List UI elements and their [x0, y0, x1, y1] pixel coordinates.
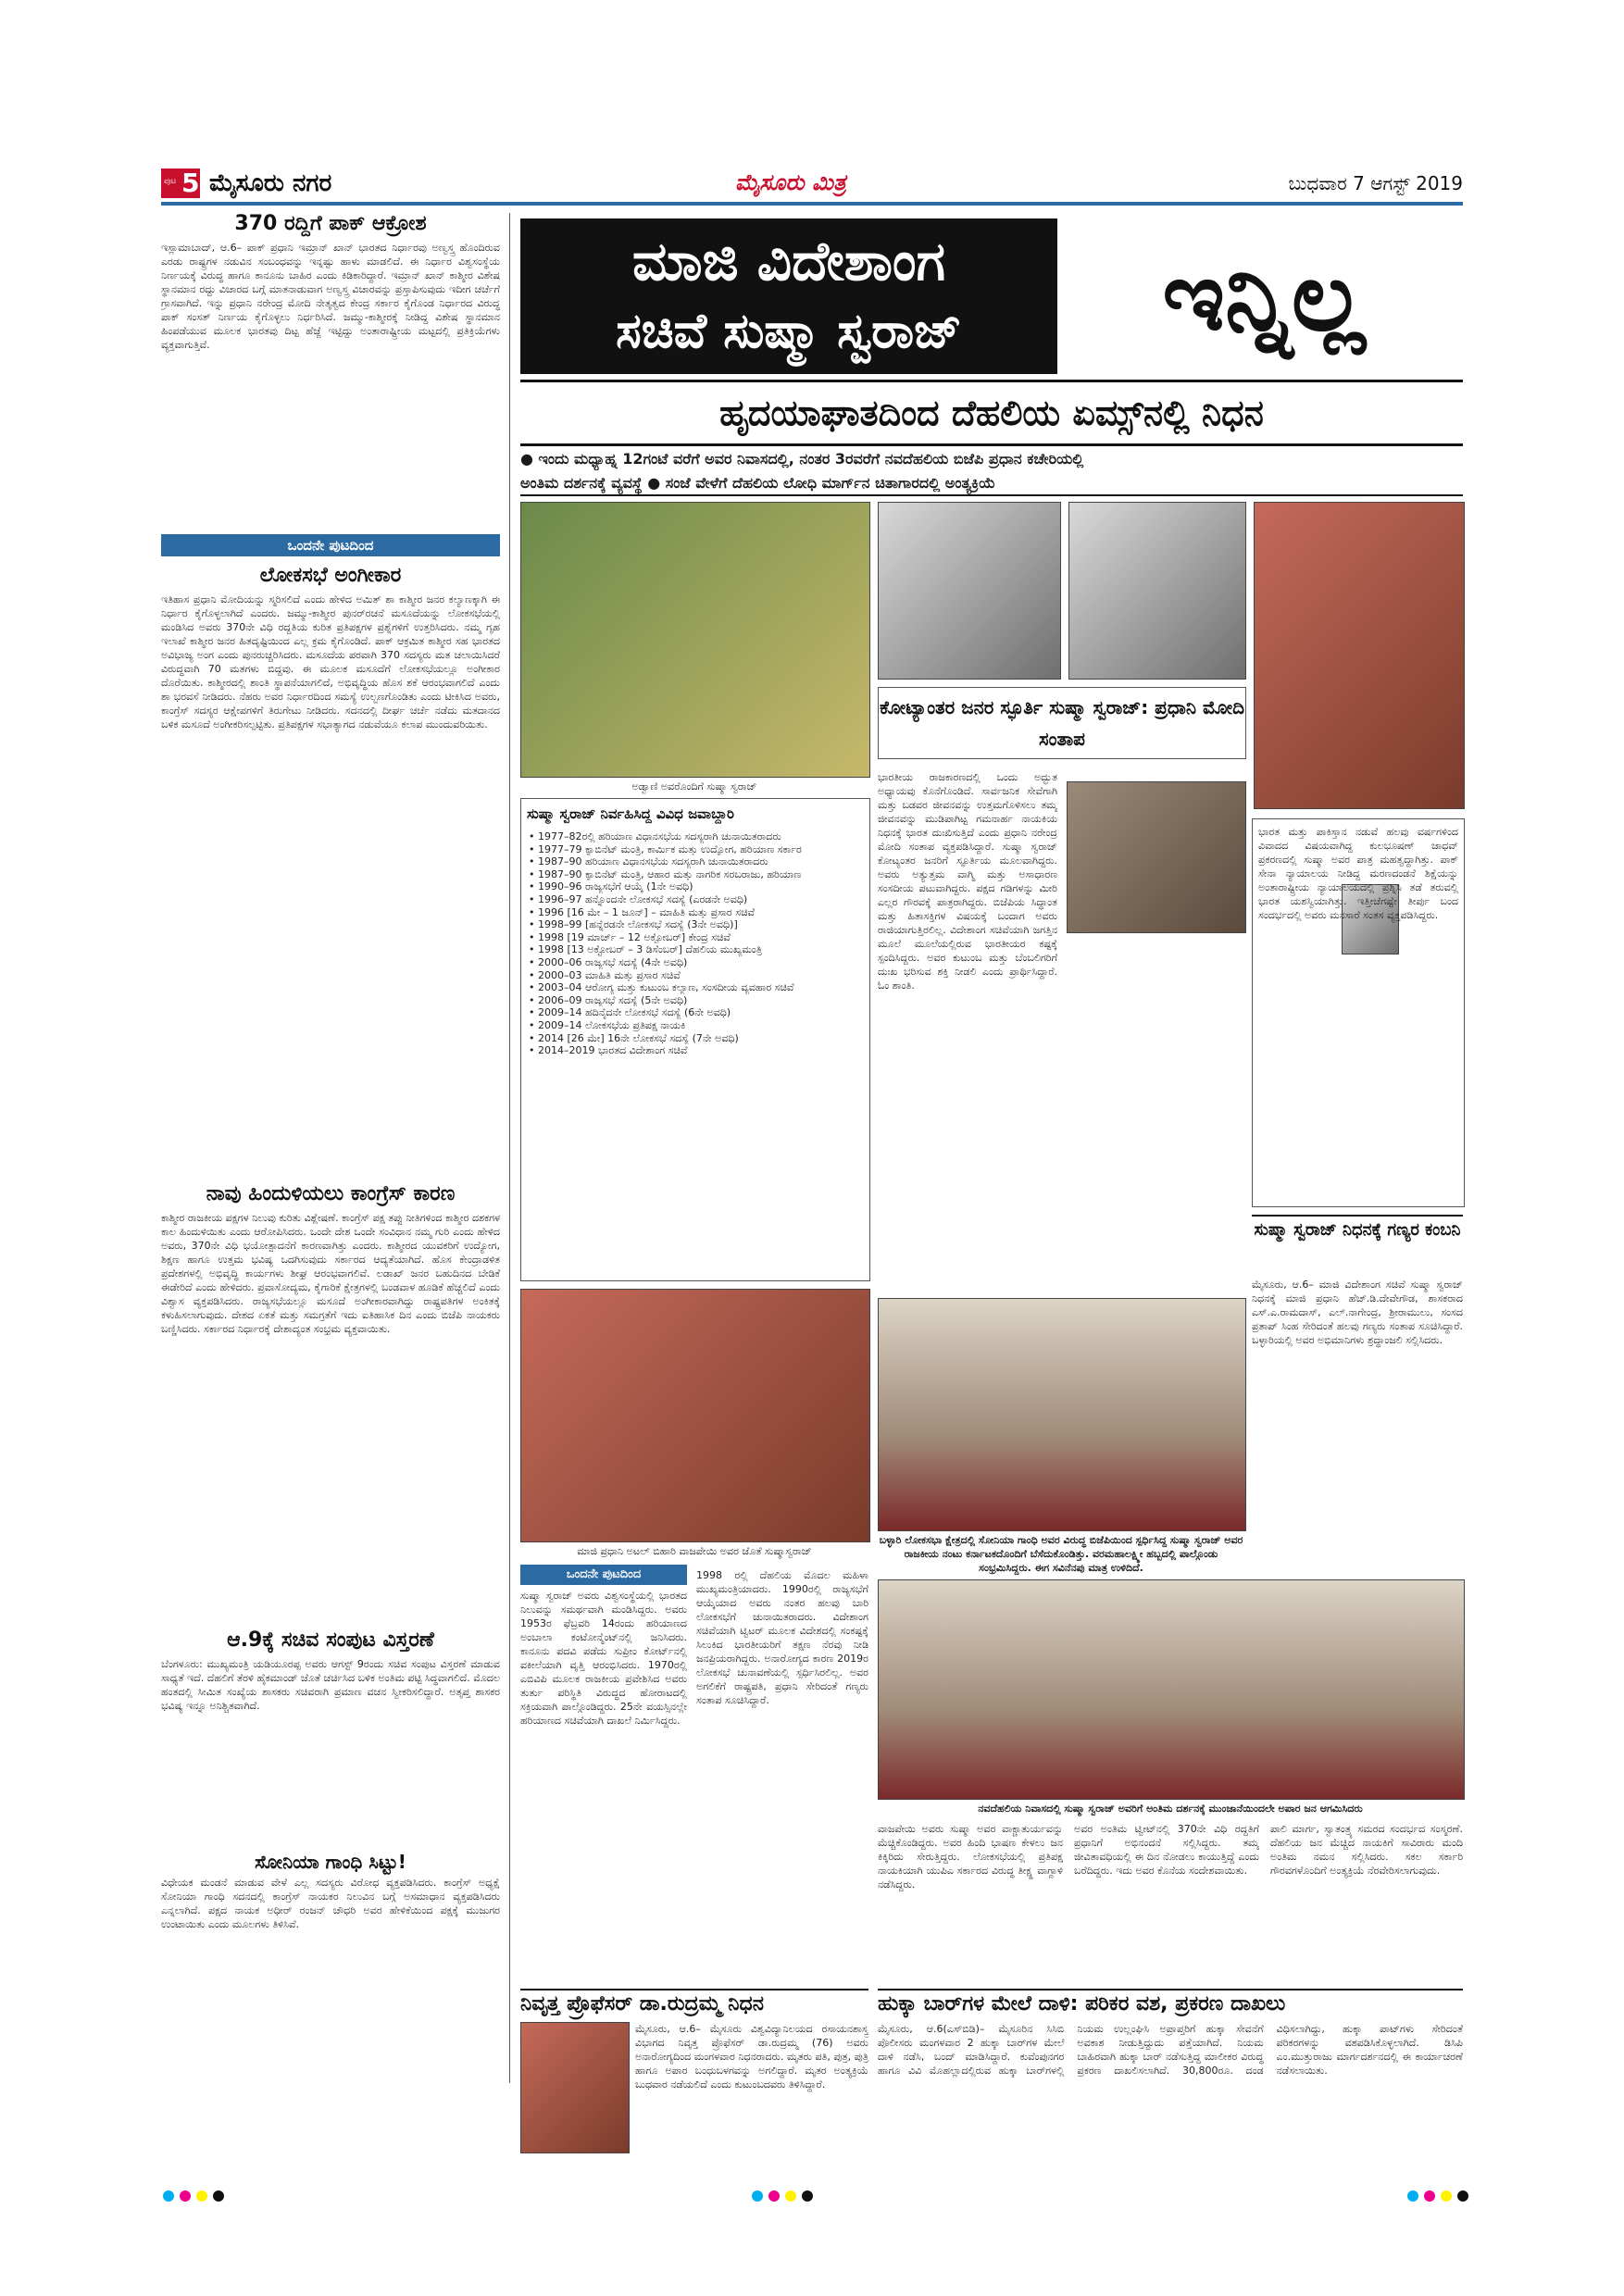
registration-dot: [802, 2190, 813, 2202]
headline-modi: ಕೋಟ್ಯಾಂತರ ಜನರ ಸ್ಫೂರ್ತಿ ಸುಷ್ಮಾ ಸ್ವರಾಜ್: ಪ್ರಧಾನಿ ಮೋದಿ ಸಂತಾಪ: [878, 687, 1246, 759]
lead-big-word: ಇನ್ನಿಲ್ಲ: [1162, 240, 1366, 353]
headline-condolence: ಸುಷ್ಮಾ ಸ್ವರಾಜ್ ನಿಧನಕ್ಕೆ ಗಣ್ಯರ ಕಂಬನಿ: [1252, 1215, 1463, 1244]
column-divider-left: [509, 213, 510, 2083]
registration-dot: [1441, 2190, 1452, 2202]
article-center-b: 1998 ರಲ್ಲಿ ದೆಹಲಿಯ ಮೊದಲ ಮಹಿಳಾ ಮುಖ್ಯಮಂತ್ರಿಯಾದರು. 1990ರಲ್ಲಿ ರಾಜ್ಯಸಭೆಗೆ ಆಯ್ಕೆಯಾದ ಅವರು ನಂತರ ಹಲವು ಬಾರಿ ಲೋಕಸಭೆಗೆ ಚುನಾಯಿತರಾದರು. ವಿದೇಶಾಂಗ ಸಚಿವೆಯಾಗಿ ಟ್ವಿಟರ್ ಮೂಲಕ ವಿದೇಶದಲ್ಲಿ ಸಂಕಷ್ಟಕ್ಕೆ ಸಿಲುಕಿದ ಭಾರತೀಯರಿಗೆ ತಕ್ಷಣ ನೆರವು ನೀಡಿ ಜನಪ್ರಿಯರಾಗಿದ್ದರು. ಅನಾರೋಗ್ಯದ ಕಾರಣ 2019ರ ಲೋಕಸಭೆ ಚುನಾವಣೆಯಲ್ಲಿ ಸ್ಪರ್ಧಿಸಿರಲಿಲ್ಲ. ಅವರ ಅಗಲಿಕೆಗೆ ರಾಷ್ಟ್ರಪತಿ, ಪ್ರಧಾನಿ ಸೇರಿದಂತೆ ಗಣ್ಯರು ಸಂತಾಪ ಸೂಚಿಸಿದ್ದಾರೆ.: [696, 1569, 868, 1706]
continued-tab: ಒಂದನೇ ಪುಟದಿಂದ: [161, 534, 500, 556]
tribute-col-2: ಅವರ ಅಂತಿಮ ಟ್ವೀಟ್‌ನಲ್ಲಿ 370ನೇ ವಿಧಿ ರದ್ದತಿಗೆ ಪ್ರಧಾನಿಗೆ ಅಭಿನಂದನೆ ಸಲ್ಲಿಸಿದ್ದರು. ತಮ್ಮ ಜೀವಿತಾವಧಿಯಲ್ಲಿ ಈ ದಿನ ನೋಡಲು ಕಾಯುತ್ತಿದ್ದೆ ಎಂದು ಬರೆದಿದ್ದರು. ಇದು ಅವರ ಕೊನೆಯ ಸಂದೇಶವಾಯಿತು.: [1074, 1823, 1259, 1877]
lead-bullet-2: ಅಂತಿಮ ದರ್ಶನಕ್ಕೆ ವ್ಯವಸ್ಥೆ ● ಸಂಜೆ ವೇಳೆಗೆ ದೆಹಲಿಯ ಲೋಧಿ ಮಾರ್ಗ್‌ನ ಚಿತಾಗಾರದಲ್ಲಿ ಅಂತ್ಯಕ್ರಿಯೆ: [520, 472, 1463, 496]
article-modi-continued: [1067, 939, 1244, 1289]
photo-advani: [520, 502, 870, 778]
timeline-item: • 2003–04 ಆರೋಗ್ಯ ಮತ್ತು ಕುಟುಂಬ ಕಲ್ಯಾಣ, ಸಂಸದೀಯ ವ್ಯವಹಾರ ಸಚಿವೆ: [529, 981, 862, 994]
photo-obituary: [520, 2022, 630, 2153]
timeline-item: • 2009–14 ಹದಿನೈದನೇ ಲೋಕಸಭೆ ಸದಸ್ಯೆ (6ನೇ ಅವಧಿ): [529, 1006, 862, 1019]
timeline-item: • 2000–06 ರಾಜ್ಯಸಭೆ ಸದಸ್ಯೆ (4ನೇ ಅವಧಿ): [529, 956, 862, 969]
page-number-box: [161, 168, 200, 198]
timeline-item: • 1996 [16 ಮೇ – 1 ಜೂನ್] – ಮಾಹಿತಿ ಮತ್ತು ಪ್ರಸಾರ ಸಚಿವೆ: [529, 906, 862, 919]
article-condolence: ಮೈಸೂರು, ಆ.6– ಮಾಜಿ ವಿದೇಶಾಂಗ ಸಚಿವೆ ಸುಷ್ಮಾ ಸ್ವರಾಜ್ ನಿಧನಕ್ಕೆ ಮಾಜಿ ಪ್ರಧಾನಿ ಹೆಚ್.ಡಿ.ದೇವೇಗೌಡ, ಶಾಸಕರಾದ ಎಸ್.ಎ.ರಾಮದಾಸ್, ಎಲ್.ನಾಗೇಂದ್ರ, ಶ್ರೀರಾಮುಲು, ಸಂಸದ ಪ್ರತಾಪ್ ಸಿಂಹ ಸೇರಿದಂತೆ ಹಲವು ಗಣ್ಯರು ಸಂತಾಪ ಸೂಚಿಸಿದ್ದಾರೆ. ಬಳ್ಳಾರಿಯಲ್ಲಿ ಅವರ ಅಭಿಮಾನಿಗಳು ಶ್ರದ್ಧಾಂಜಲಿ ಸಲ್ಲಿಸಿದರು.: [1252, 1279, 1463, 1346]
page-label: ಪುಟ: [164, 177, 177, 186]
tribute-col-1: ವಾಜಪೇಯಿ ಅವರು ಸುಷ್ಮಾ ಅವರ ವಾಕ್ಚಾತುರ್ಯವನ್ನು ಮೆಚ್ಚಿಕೊಂಡಿದ್ದರು. ಅವರ ಹಿಂದಿ ಭಾಷಣ ಕೇಳಲು ಜನ ಕಿಕ್ಕಿರಿದು ಸೇರುತ್ತಿದ್ದರು. ಲೋಕಸಭೆಯಲ್ಲಿ ಪ್ರತಿಪಕ್ಷ ನಾಯಕಿಯಾಗಿ ಯುಪಿಎ ಸರ್ಕಾರದ ವಿರುದ್ಧ ತೀಕ್ಷ್ಣ ವಾಗ್ದಾಳಿ ನಡೆಸಿದ್ದರು.: [878, 1823, 1063, 1890]
issue-date: ಬುಧವಾರ 7 ಆಗಸ್ಟ್ 2019: [1288, 172, 1463, 194]
caption-tribute: ನವದೆಹಲಿಯ ನಿವಾಸದಲ್ಲಿ ಸುಷ್ಮಾ ಸ್ವರಾಜ್ ಅವರಿಗೆ ಅಂತಿಮ ದರ್ಶನಕ್ಕೆ ಮುಂಜಾನೆಯಿಂದಲೇ ಅಪಾರ ಜನ ಆಗಮಿಸಿದರು: [978, 1803, 1363, 1815]
article-hookah: ಮೈಸೂರು, ಆ.6(ಎಸ್‌ಬಿಡಿ)– ಮೈಸೂರಿನ ಸಿಸಿಬಿ ಪೊಲೀಸರು ಮಂಗಳವಾರ 2 ಹುಕ್ಕಾ ಬಾರ್‌ಗಳ ಮೇಲೆ ದಾಳಿ ನಡೆಸಿ, ಬಂದ್ ಮಾಡಿಸಿದ್ದಾರೆ. ಕುವೆಂಪುನಗರ ಹಾಗೂ ವಿವಿ ಮೊಹಲ್ಲಾದಲ್ಲಿರುವ ಹುಕ್ಕಾ ಬಾರ್‌ಗಳಲ್ಲಿ ನಿಯಮ ಉಲ್ಲಂಘಿಸಿ ಅಪ್ರಾಪ್ತರಿಗೆ ಹುಕ್ಕಾ ಸೇವನೆಗೆ ಅವಕಾಶ ನೀಡುತ್ತಿದ್ದುದು ಪತ್ತೆಯಾಗಿದೆ. ನಿಯಮ ಬಾಹಿರವಾಗಿ ಹುಕ್ಕಾ ಬಾರ್ ನಡೆಸುತ್ತಿದ್ದ ಮಾಲೀಕರ ವಿರುದ್ಧ ಪ್ರಕರಣ ದಾಖಲಿಸಲಾಗಿದೆ. 30,800ರೂ. ದಂಡ ವಿಧಿಸಲಾಗಿದ್ದು, ಹುಕ್ಕಾ ಪಾಟ್‌ಗಳು ಸೇರಿದಂತೆ ಪರಿಕರಗಳನ್ನು ವಶಪಡಿಸಿಕೊಳ್ಳಲಾಗಿದೆ. ಡಿಸಿಪಿ ಎಂ.ಮುತ್ತುರಾಜು ಮಾರ್ಗದರ್ಶನದಲ್ಲಿ ಈ ಕಾರ್ಯಾಚರಣೆ ನಡೆಸಲಾಯಿತು.: [878, 2023, 1463, 2077]
photo-modi-sushma: [1067, 781, 1246, 933]
timeline-item: • 1977–79 ಕ್ಯಾಬಿನೆಟ್ ಮಂತ್ರಿ, ಕಾರ್ಮಿಕ ಮತ್ತು ಉದ್ಯೋಗ, ಹರಿಯಾಣ ಸರ್ಕಾರ: [529, 843, 862, 856]
headline-hookah: ಹುಕ್ಕಾ ಬಾರ್‌ಗಳ ಮೇಲೆ ದಾಳಿ: ಪರಿಕರ ವಶ, ಪ್ರಕರಣ ದಾಖಲು: [878, 1989, 1463, 2018]
timeline-item: • 2009–14 ಲೋಕಸಭೆಯ ಪ್ರತಿಪಕ್ಷ ನಾಯಕಿ: [529, 1019, 862, 1032]
article-obituary: ಮೈಸೂರು, ಆ.6– ಮೈಸೂರು ವಿಶ್ವವಿದ್ಯಾನಿಲಯದ ರಸಾಯನಶಾಸ್ತ್ರ ವಿಭಾಗದ ನಿವೃತ್ತ ಪ್ರೊಫೆಸರ್ ಡಾ.ರುದ್ರಮ್ಮ (76) ಅವರು ಅನಾರೋಗ್ಯದಿಂದ ಮಂಗಳವಾರ ನಿಧನರಾದರು. ಮೃತರು ಪತಿ, ಪುತ್ರ, ಪುತ್ರಿ ಹಾಗೂ ಅಪಾರ ಬಂಧುಬಳಗವನ್ನು ಅಗಲಿದ್ದಾರೆ. ಮೃತರ ಅಂತ್ಯಕ್ರಿಯೆ ಬುಧವಾರ ನಡೆಯಲಿದೆ ಎಂದು ಕುಟುಂಬದವರು ತಿಳಿಸಿದ್ದಾರೆ.: [635, 2023, 868, 2090]
timeline-item: • 1987–90 ಕ್ಯಾಬಿನೆಟ್ ಮಂತ್ರಿ, ಆಹಾರ ಮತ್ತು ನಾಗರಿಕ ಸರಬರಾಜು, ಹರಿಯಾಣ: [529, 868, 862, 881]
registration-dot: [752, 2190, 763, 2202]
caption-ballari: ಬಳ್ಳಾರಿ ಲೋಕಸಭಾ ಕ್ಷೇತ್ರದಲ್ಲಿ ಸೋನಿಯಾ ಗಾಂಧಿ ಅವರ ವಿರುದ್ಧ ಬಿಜೆಪಿಯಿಂದ ಸ್ಪರ್ಧಿಸಿದ್ದ ಸುಷ್ಮಾ ಸ್ವರಾಜ್ ಅವರ ರಾಜಕೀಯ ನಂಟು ಕರ್ನಾಟಕದೊಂದಿಗೆ ಬೆಸೆದುಕೊಂಡಿತ್ತು. ವರಮಹಾಲಕ್ಷ್ಮೀ ಹಬ್ಬದಲ್ಲಿ ಪಾಲ್ಗೊಂಡು ಸಂಭ್ರಮಿಸಿದ್ದರು. ಈಗ ಸವಿನೆನಪು ಮಾತ್ರ ಉಳಿದಿದೆ.: [879, 1534, 1243, 1574]
photo-vajpayee: [520, 1289, 870, 1542]
registration-dot: [163, 2190, 174, 2202]
photo-ballari: [878, 1298, 1246, 1531]
article-loksabha: ಇತಿಹಾಸ ಪ್ರಧಾನಿ ಮೋದಿಯನ್ನು ಸ್ಮರಿಸಲಿದೆ ಎಂದು ಹೇಳಿದ ಅಮಿತ್ ಶಾ ಕಾಶ್ಮೀರ ಜನರ ಕಲ್ಯಾಣಕ್ಕಾಗಿ ಈ ನಿರ್ಧಾರ ಕೈಗೊಳ್ಳಲಾಗಿದೆ ಎಂದರು. ಜಮ್ಮು-ಕಾಶ್ಮೀರ ಪುನರ್‌ರಚನೆ ಮಸೂದೆಯನ್ನು ಲೋಕಸಭೆಯಲ್ಲಿ ಮಂಡಿಸಿದ ಅವರು 370ನೇ ವಿಧಿ ರದ್ದತಿಯ ಕುರಿತ ಪ್ರತಿಪಕ್ಷಗಳ ಪ್ರಶ್ನೆಗಳಿಗೆ ಉತ್ತರಿಸಿದರು. ನಮ್ಮ ಗೃಹ ಇಲಾಖೆ ಕಾಶ್ಮೀರ ಜನರ ಹಿತದೃಷ್ಟಿಯಿಂದ ಎಲ್ಲ ಕ್ರಮ ಕೈಗೊಂಡಿದೆ. ಪಾಕ್ ಆಕ್ರಮಿತ ಕಾಶ್ಮೀರ ಸಹ ಭಾರತದ ಅವಿಭಾಜ್ಯ ಅಂಗ ಎಂದು ಪುನರುಚ್ಚರಿಸಿದರು. ಮಸೂದೆಯ ಪರವಾಗಿ 370 ಸದಸ್ಯರು ಮತ ಚಲಾಯಿಸಿದರೆ ವಿರುದ್ಧವಾಗಿ 70 ಮತಗಳು ಬಿದ್ದವು. ಈ ಮೂಲಕ ಮಸೂದೆಗೆ ಲೋಕಸಭೆಯಲ್ಲೂ ಅಂಗೀಕಾರ ದೊರೆಯಿತು. ಕಾಶ್ಮೀರದಲ್ಲಿ ಶಾಂತಿ ಸ್ಥಾಪನೆಯಾಗಲಿದೆ, ಅಭಿವೃದ್ಧಿಯ ಹೊಸ ಶಕೆ ಆರಂಭವಾಗಲಿದೆ ಎಂದು ಶಾ ಭರವಸೆ ನೀಡಿದರು. ನೆಹರು ಅವರ ನಿರ್ಧಾರದಿಂದ ಸಮಸ್ಯೆ ಉಲ್ಬಣಗೊಂಡಿತು ಎಂದು ಟೀಕಿಸಿದ ಅವರು, ಕಾಂಗ್ರೆಸ್ ಸದಸ್ಯರ ಆಕ್ಷೇಪಗಳಿಗೆ ತಿರುಗೇಟು ನೀಡಿದರು. ಸದನದಲ್ಲಿ ದೀರ್ಘ ಚರ್ಚೆ ನಡೆದು ಮತದಾನದ ಬಳಿಕ ಮಸೂದೆ ಅಂಗೀಕರಿಸಲ್ಪಟ್ಟಿತು. ಪ್ರತಿಪಕ್ಷಗಳ ಸಭಾತ್ಯಾಗದ ನಡುವೆಯೂ ಕಲಾಪ ಮುಂದುವರಿಯಿತು.: [161, 593, 500, 730]
registration-dot: [180, 2190, 191, 2202]
timeline-item: • 1977–82ರಲ್ಲಿ ಹರಿಯಾಣ ವಿಧಾನಸಭೆಯ ಸದಸ್ಯರಾಗಿ ಚುನಾಯಿತರಾದರು: [529, 830, 862, 843]
caption-vajpayee: ಮಾಜಿ ಪ್ರಧಾನಿ ಅಟಲ್ ಬಿಹಾರಿ ವಾಜಪೇಯಿ ಅವರ ಜೊತೆ ಸುಷ್ಮಾಸ್ವರಾಜ್: [577, 1545, 812, 1557]
continued-tab-center: ಒಂದನೇ ಪುಟದಿಂದ: [520, 1565, 687, 1585]
lead-title-box: [520, 218, 1057, 374]
timeline-box: [520, 798, 870, 1281]
timeline-item: • 2006–09 ರಾಜ್ಯಸಭೆ ಸದಸ್ಯೆ (5ನೇ ಅವಧಿ): [529, 994, 862, 1007]
masthead: ಮೈಸೂರು ಮಿತ್ರ: [735, 168, 846, 195]
registration-dot: [1457, 2190, 1468, 2202]
tribute-col-3: ಪಾಲಿ ಮಾರ್ಗ, ಸ್ವಾತಂತ್ರ್ಯ ಸಮರದ ಸಂದರ್ಭದ ಸಂಸ್ಮರಣೆ. ದೆಹಲಿಯ ಜನ ಮೆಚ್ಚಿದ ನಾಯಕಿಗೆ ಸಾವಿರಾರು ಮಂದಿ ಅಂತಿಮ ನಮನ ಸಲ್ಲಿಸಿದರು. ಸಕಲ ಸರ್ಕಾರಿ ಗೌರವಗಳೊಂದಿಗೆ ಅಂತ್ಯಕ್ರಿಯೆ ನೆರವೇರಿಸಲಾಗುವುದು.: [1270, 1823, 1463, 1877]
headline-congress: ನಾವು ಹಿಂದುಳಿಯಲು ಕಾಂಗ್ರೆಸ್ ಕಾರಣ: [206, 1182, 456, 1205]
timeline-item: • 2014–2019 ಭಾರತದ ವಿದೇಶಾಂಗ ಸಚಿವೆ: [529, 1044, 862, 1057]
page-header: [161, 163, 1463, 206]
lead-title-line2: ಸಚಿವೆ ಸುಷ್ಮಾ ಸ್ವರಾಜ್: [616, 304, 962, 359]
registration-dot: [1424, 2190, 1435, 2202]
article-pak-reaction: ಇಸ್ಲಾಮಾಬಾದ್, ಆ.6– ಪಾಕ್ ಪ್ರಧಾನಿ ಇಮ್ರಾನ್ ಖಾನ್ ಭಾರತದ ನಿರ್ಧಾರವು ಅಣ್ವಸ್ತ್ರ ಹೊಂದಿರುವ ಎರಡು ರಾಷ್ಟ್ರಗಳ ನಡುವಿನ ಸಂಬಂಧವನ್ನು ಇನ್ನಷ್ಟು ಹಾಳು ಮಾಡಲಿದೆ. ಈ ನಿರ್ಧಾರ ವಿಶ್ವಸಂಸ್ಥೆಯ ನಿರ್ಣಯಕ್ಕೆ ವಿರುದ್ಧ ಹಾಗೂ ಕಾನೂನು ಬಾಹಿರ ಎಂದು ಕಿಡಿಕಾರಿದ್ದಾರೆ. ಇಮ್ರಾನ್ ಖಾನ್ ಕಾಶ್ಮೀರ ವಿಶೇಷ ಸ್ಥಾನಮಾನ ರದ್ದು ವಿಚಾರದ ಬಗ್ಗೆ ಮಾತನಾಡುವಾಗ ಅಣ್ವಸ್ತ್ರ ವಿಚಾರವನ್ನು ಪ್ರಸ್ತಾಪಿಸುವುದು ಇದೀಗ ಚರ್ಚೆಗೆ ಗ್ರಾಸವಾಗಿದೆ. ಇನ್ನು ಪ್ರಧಾನಿ ನರೇಂದ್ರ ಮೋದಿ ನೇತೃತ್ವದ ಕೇಂದ್ರ ಸರ್ಕಾರ ಕೈಗೊಂಡ ನಿರ್ಧಾರದ ವಿರುದ್ಧ ಪಾಕ್ ಸಂಸತ್ ನಿರ್ಣಯ ಕೈಗೊಳ್ಳಲು ನಿರ್ಧರಿಸಿದೆ. ಜಮ್ಮು-ಕಾಶ್ಮೀರಕ್ಕೆ ನೀಡಿದ್ದ ವಿಶೇಷ ಸ್ಥಾನಮಾನ ಹಿಂಪಡೆಯುವ ಮೂಲಕ ಭಾರತವು ದಿಟ್ಟ ಹೆಜ್ಜೆ ಇಟ್ಟಿದ್ದು ಅಂತಾರಾಷ್ಟ್ರೀಯ ಮಟ್ಟದಲ್ಲಿ ಪ್ರತಿಕ್ರಿಯೆಗಳು ವ್ಯಕ್ತವಾಗುತ್ತಿವೆ.: [161, 242, 500, 351]
timeline-item: • 1998 [19 ಮಾರ್ಚ್ – 12 ಅಕ್ಟೋಬರ್] ಕೇಂದ್ರ ಸಚಿವೆ: [529, 931, 862, 944]
headline-loksabha: ಲೋಕಸಭೆ ಅಂಗೀಕಾರ: [259, 564, 402, 587]
headline-sonia: ಸೋನಿಯಾ ಗಾಂಧಿ ಸಿಟ್ಟು!: [255, 1851, 406, 1873]
registration-dot: [213, 2190, 224, 2202]
article-sonia: ವಿಧೇಯಕ ಮಂಡನೆ ಮಾಡುವ ವೇಳೆ ಎಲ್ಲ ಸದಸ್ಯರು ವಿರೋಧ ವ್ಯಕ್ತಪಡಿಸಿದರು. ಕಾಂಗ್ರೆಸ್ ಅಧ್ಯಕ್ಷೆ ಸೋನಿಯಾ ಗಾಂಧಿ ಸದನದಲ್ಲಿ ಕಾಂಗ್ರೆಸ್ ನಾಯಕರ ನಿಲುವಿನ ಬಗ್ಗೆ ಅಸಮಾಧಾನ ವ್ಯಕ್ತಪಡಿಸಿದರು ಎನ್ನಲಾಗಿದೆ. ಪಕ್ಷದ ನಾಯಕ ಅಧೀರ್ ರಂಜನ್ ಚೌಧರಿ ಅವರ ಹೇಳಿಕೆಯಿಂದ ಪಕ್ಷಕ್ಕೆ ಮುಜುಗರ ಉಂಟಾಯಿತು ಎಂದು ಮೂಲಗಳು ತಿಳಿಸಿವೆ.: [161, 1877, 500, 1930]
photo-young-sushma: [878, 502, 1061, 680]
timeline-title: ಸುಷ್ಮಾ ಸ್ವರಾಜ್ ನಿರ್ವಹಿಸಿದ್ದ ವಿವಿಧ ಜವಾಬ್ದಾರಿ: [527, 805, 734, 822]
timeline-item: • 1998 [13 ಅಕ್ಟೋಬರ್ – 3 ಡಿಸೆಂಬರ್] ದೆಹಲಿಯ ಮುಖ್ಯಮಂತ್ರಿ: [529, 943, 862, 956]
lead-title-line1: ಮಾಜಿ ವಿದೇಶಾಂಗ: [631, 230, 946, 293]
registration-dot: [196, 2190, 207, 2202]
timeline-item: • 2000–03 ಮಾಹಿತಿ ಮತ್ತು ಪ್ರಸಾರ ಸಚಿವೆ: [529, 969, 862, 982]
headline-cabinet: ಆ.9ಕ್ಕೆ ಸಚಿವ ಸಂಪುಟ ವಿಸ್ತರಣೆ: [227, 1628, 434, 1652]
article-center-a: ಸುಷ್ಮಾ ಸ್ವರಾಜ್ ಅವರು ವಿಶ್ವಸಂಸ್ಥೆಯಲ್ಲಿ ಭಾರತದ ನಿಲುವನ್ನು ಸಮರ್ಥವಾಗಿ ಮಂಡಿಸಿದ್ದರು. ಅವರು 1953ರ ಫೆಬ್ರವರಿ 14ರಂದು ಹರಿಯಾಣದ ಅಂಬಾಲಾ ಕಂಟೋನ್ಮೆಂಟ್‌ನಲ್ಲಿ ಜನಿಸಿದರು. ಕಾನೂನು ಪದವಿ ಪಡೆದು ಸುಪ್ರೀಂ ಕೋರ್ಟ್‌ನಲ್ಲಿ ವಕೀಲೆಯಾಗಿ ವೃತ್ತಿ ಆರಂಭಿಸಿದರು. 1970ರಲ್ಲಿ ಎಬಿವಿಪಿ ಮೂಲಕ ರಾಜಕೀಯ ಪ್ರವೇಶಿಸಿದ ಅವರು ತುರ್ತು ಪರಿಸ್ಥಿತಿ ವಿರುದ್ಧದ ಹೋರಾಟದಲ್ಲಿ ಸಕ್ರಿಯವಾಗಿ ಪಾಲ್ಗೊಂಡಿದ್ದರು. 25ನೇ ವಯಸ್ಸಿನಲ್ಲೇ ಹರಿಯಾಣದ ಸಚಿವೆಯಾಗಿ ದಾಖಲೆ ನಿರ್ಮಿಸಿದ್ದರು.: [520, 1590, 687, 1727]
timeline-item: • 1998–99 [ಹನ್ನೆರಡನೇ ಲೋಕಸಭೆ ಸದಸ್ಯೆ (3ನೇ ಅವಧಿ)]: [529, 918, 862, 931]
timeline-item: • 1996–97 ಹನ್ನೊಂದನೇ ಲೋಕಸಭೆ ಸದಸ್ಯೆ (ಎರಡನೇ ಅವಧಿ): [529, 893, 862, 906]
timeline-item: • 1987–90 ಹರಿಯಾಣ ವಿಧಾನಸಭೆಯ ಸದಸ್ಯರಾಗಿ ಚುನಾಯಿತರಾದರು: [529, 855, 862, 868]
registration-dot: [768, 2190, 780, 2202]
caption-advani: ಅಡ್ವಾಣಿ ಅವರೊಂದಿಗೆ ಸುಷ್ಮಾ ಸ್ವರಾಜ್: [631, 780, 757, 792]
section-title: ಮೈಸೂರು ನಗರ: [209, 169, 332, 197]
side-note-text: ಭಾರತ ಮತ್ತು ಪಾಕಿಸ್ತಾನ ನಡುವೆ ಹಲವು ವರ್ಷಗಳಿಂದ ವಿವಾದದ ವಿಷಯವಾಗಿದ್ದ ಕುಲಭೂಷಣ್ ಜಾಧವ್ ಪ್ರಕರಣದಲ್ಲಿ ಸುಷ್ಮಾ ಅವರ ಪಾತ್ರ ಮಹತ್ವದ್ದಾಗಿತ್ತು. ಪಾಕ್ ಸೇನಾ ನ್ಯಾಯಾಲಯ ನೀಡಿದ್ದ ಮರಣದಂಡನೆ ಶಿಕ್ಷೆಯನ್ನು ಅಂತಾರಾಷ್ಟ್ರೀಯ ನ್ಯಾಯಾಲಯದಲ್ಲಿ ಪ್ರಶ್ನಿಸಿ ತಡೆ ತರುವಲ್ಲಿ ಭಾರತ ಯಶಸ್ವಿಯಾಗಿತ್ತು. ಇತ್ತೀಚೆಗಷ್ಟೇ ತೀರ್ಪು ಬಂದ ಸಂದರ್ಭದಲ್ಲಿ ಅವರು ಮನಸಾರೆ ಸಂತಸ ವ್ಯಕ್ತಪಡಿಸಿದ್ದರು.: [1258, 826, 1458, 921]
article-cabinet: ಬೆಂಗಳೂರು: ಮುಖ್ಯಮಂತ್ರಿ ಯಡಿಯೂರಪ್ಪ ಅವರು ಆಗಸ್ಟ್ 9ರಂದು ಸಚಿವ ಸಂಪುಟ ವಿಸ್ತರಣೆ ಮಾಡುವ ಸಾಧ್ಯತೆ ಇದೆ. ದೆಹಲಿಗೆ ತೆರಳಿ ಹೈಕಮಾಂಡ್ ಜೊತೆ ಚರ್ಚಿಸಿದ ಬಳಿಕ ಅಂತಿಮ ಪಟ್ಟಿ ಸಿದ್ಧವಾಗಲಿದೆ. ಮೊದಲ ಹಂತದಲ್ಲಿ ಸೀಮಿತ ಸಂಖ್ಯೆಯ ಶಾಸಕರು ಸಚಿವರಾಗಿ ಪ್ರಮಾಣ ವಚನ ಸ್ವೀಕರಿಸಲಿದ್ದಾರೆ. ಅತೃಪ್ತ ಶಾಸಕರ ಭವಿಷ್ಯ ಇನ್ನೂ ಅನಿಶ್ಚಿತವಾಗಿದೆ.: [161, 1658, 500, 1712]
headline-pak-reaction: 370 ರದ್ದಿಗೆ ಪಾಕ್ ಆಕ್ರೋಶ: [234, 212, 427, 235]
photo-waving: [1254, 502, 1465, 809]
lead-subhead: ಹೃದಯಾಘಾತದಿಂದ ದೆಹಲಿಯ ಏಮ್ಸ್‌ನಲ್ಲಿ ನಿಧನ: [520, 380, 1463, 446]
headline-obituary: ನಿವೃತ್ತ ಪ್ರೊಫೆಸರ್ ಡಾ.ರುದ್ರಮ್ಮ ನಿಧನ: [520, 1989, 868, 2018]
photo-tribute: [878, 1579, 1465, 1800]
photo-portrait: [1068, 502, 1246, 680]
column-left: [161, 211, 500, 1930]
article-congress: ಕಾಶ್ಮೀರ ರಾಜಕೀಯ ಪಕ್ಷಗಳ ನಿಲುವು ಕುರಿತು ವಿಶ್ಲೇಷಣೆ. ಕಾಂಗ್ರೆಸ್ ಪಕ್ಷ ತಪ್ಪು ನೀತಿಗಳಿಂದ ಕಾಶ್ಮೀರ ದಶಕಗಳ ಕಾಲ ಹಿಂದುಳಿಯಿತು ಎಂದು ಆರೋಪಿಸಿದರು. ಒಂದೇ ದೇಶ ಒಂದೇ ಸಂವಿಧಾನ ನಮ್ಮ ಗುರಿ ಎಂದು ಹೇಳಿದ ಅವರು, 370ನೇ ವಿಧಿ ಭಯೋತ್ಪಾದನೆಗೆ ಕಾರಣವಾಗಿತ್ತು ಎಂದರು. ಕಾಶ್ಮೀರದ ಯುವಕರಿಗೆ ಉದ್ಯೋಗ, ಶಿಕ್ಷಣ ಹಾಗೂ ಉತ್ತಮ ಭವಿಷ್ಯ ಒದಗಿಸುವುದು ಸರ್ಕಾರದ ಆದ್ಯತೆಯಾಗಿದೆ. ಹೊಸ ಕೇಂದ್ರಾಡಳಿತ ಪ್ರದೇಶಗಳಲ್ಲಿ ಅಭಿವೃದ್ಧಿ ಕಾರ್ಯಗಳು ಶೀಘ್ರ ಆರಂಭವಾಗಲಿವೆ. ಲಡಾಖ್ ಜನರ ಬಹುದಿನದ ಬೇಡಿಕೆ ಈಡೇರಿದೆ ಎಂದು ಹೇಳಿದರು. ಪ್ರವಾಸೋದ್ಯಮ, ಕೈಗಾರಿಕೆ ಕ್ಷೇತ್ರಗಳಲ್ಲಿ ಬಂಡವಾಳ ಹೂಡಿಕೆ ಹೆಚ್ಚಲಿದೆ ಎಂದು ವಿಶ್ವಾಸ ವ್ಯಕ್ತಪಡಿಸಿದರು. ರಾಜ್ಯಸಭೆಯಲ್ಲೂ ಮಸೂದೆ ಅಂಗೀಕಾರವಾಗಿದ್ದು ರಾಷ್ಟ್ರಪತಿಗಳ ಅಂಕಿತಕ್ಕೆ ಕಳುಹಿಸಲಾಗುವುದು. ದೇಶದ ಏಕತೆ ಮತ್ತು ಸಮಗ್ರತೆಗೆ ಇದು ಐತಿಹಾಸಿಕ ದಿನ ಎಂದು ಬಿಜೆಪಿ ನಾಯಕರು ಬಣ್ಣಿಸಿದರು. ಸರ್ಕಾರದ ನಿರ್ಧಾರಕ್ಕೆ ದೇಶಾದ್ಯಂತ ಸಂಭ್ರಮ ವ್ಯಕ್ತವಾಯಿತು.: [161, 1212, 500, 1335]
article-modi: ಭಾರತೀಯ ರಾಜಕಾರಣದಲ್ಲಿ ಒಂದು ಅದ್ಭುತ ಅಧ್ಯಾಯವು ಕೊನೆಗೊಂಡಿದೆ. ಸಾರ್ವಜನಿಕ ಸೇವೆಗಾಗಿ ಮತ್ತು ಬಡವರ ಜೀವನವನ್ನು ಉತ್ತಮಗೊಳಿಸಲು ತಮ್ಮ ಜೀವನವನ್ನು ಮುಡಿಪಾಗಿಟ್ಟ ಗಮನಾರ್ಹ ನಾಯಕಿಯ ನಿಧನಕ್ಕೆ ಭಾರತ ದುಃಖಿಸುತ್ತಿದೆ ಎಂದು ಪ್ರಧಾನಿ ನರೇಂದ್ರ ಮೋದಿ ಸಂತಾಪ ವ್ಯಕ್ತಪಡಿಸಿದ್ದಾರೆ. ಸುಷ್ಮಾ ಸ್ವರಾಜ್ ಕೋಟ್ಯಂತರ ಜನರಿಗೆ ಸ್ಫೂರ್ತಿಯ ಮೂಲವಾಗಿದ್ದರು. ಅವರು ಅತ್ಯುತ್ತಮ ವಾಗ್ಮಿ ಮತ್ತು ಅಸಾಧಾರಣ ಸಂಸದೀಯ ಪಟುವಾಗಿದ್ದರು. ಪಕ್ಷದ ಗಡಿಗಳನ್ನು ಮೀರಿ ಎಲ್ಲರ ಗೌರವಕ್ಕೆ ಪಾತ್ರರಾಗಿದ್ದರು. ಬಿಜೆಪಿಯ ಸಿದ್ಧಾಂತ ಮತ್ತು ಹಿತಾಸಕ್ತಿಗಳ ವಿಷಯಕ್ಕೆ ಬಂದಾಗ ಅವರು ರಾಜಿಯಾಗುತ್ತಿರಲಿಲ್ಲ. ವಿದೇಶಾಂಗ ಸಚಿವೆಯಾಗಿ ಜಗತ್ತಿನ ಮೂಲೆ ಮೂಲೆಯಲ್ಲಿರುವ ಭಾರತೀಯರ ಕಷ್ಟಕ್ಕೆ ಸ್ಪಂದಿಸಿದ್ದರು. ಅವರ ಕುಟುಂಬ ಮತ್ತು ಬೆಂಬಲಿಗರಿಗೆ ದುಃಖ ಭರಿಸುವ ಶಕ್ತಿ ನೀಡಲಿ ಎಂದು ಪ್ರಾರ್ಥಿಸಿದ್ದಾರೆ. ಓಂ ಶಾಂತಿ.: [878, 771, 1057, 992]
header-rule: [161, 202, 1463, 206]
timeline-item: • 2014 [26 ಮೇ] 16ನೇ ಲೋಕಸಭೆ ಸದಸ್ಯೆ (7ನೇ ಅವಧಿ): [529, 1032, 862, 1045]
timeline-item: • 1990–96 ರಾಜ್ಯಸಭೆಗೆ ಆಯ್ಕೆ (1ನೇ ಅವಧಿ): [529, 880, 862, 893]
registration-dot: [785, 2190, 796, 2202]
side-note-box: [1252, 818, 1465, 1207]
registration-dot: [1407, 2190, 1418, 2202]
timeline-list: [529, 830, 862, 1057]
page-number: 5: [181, 168, 200, 198]
lead-bullet-1: ● ಇಂದು ಮಧ್ಯಾಹ್ನ 12ಗಂಟೆ ವರೆಗೆ ಅವರ ನಿವಾಸದಲ್ಲಿ, ನಂತರ 3ರವರೆಗೆ ನವದೆಹಲಿಯ ಬಿಜೆಪಿ ಪ್ರಧಾನ ಕಚೇರಿಯಲ್ಲಿ: [520, 450, 1084, 468]
